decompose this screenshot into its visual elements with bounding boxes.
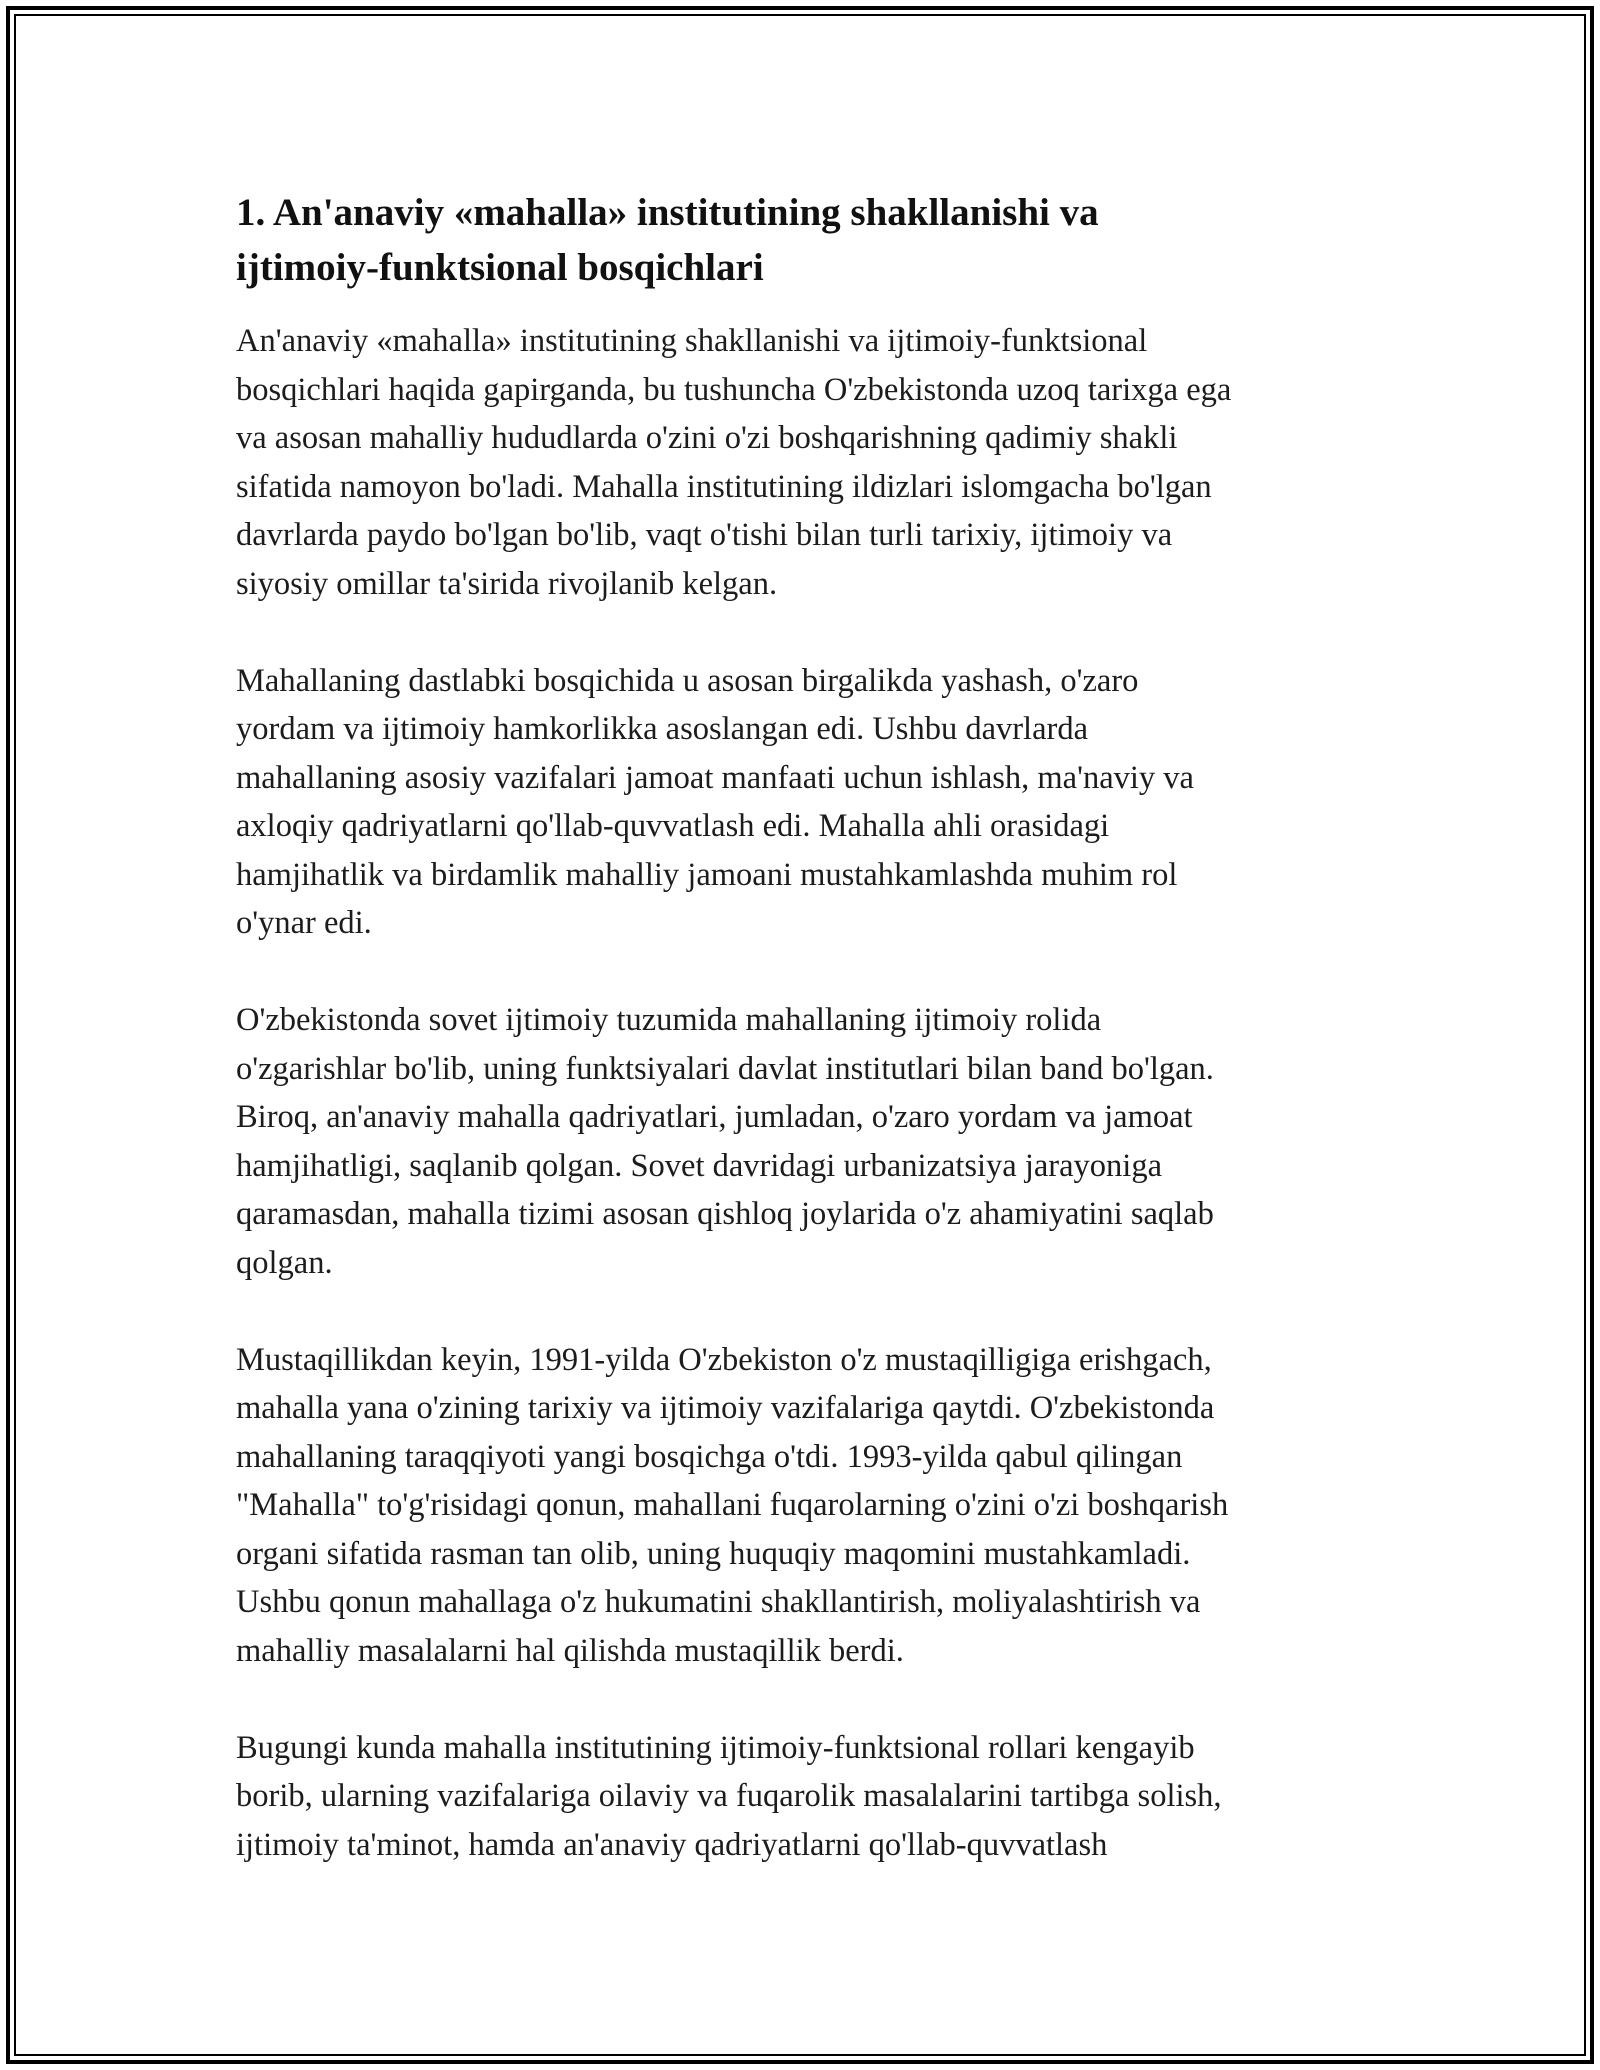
paragraph-line: o'zgarishlar bo'lib, uning funktsiyalari davlat institutlari bilan band bo'lgan.: [236, 1050, 1214, 1087]
paragraph: [236, 657, 1366, 948]
paragraph-line: ijtimoiy ta'minot, hamda an'anaviy qadriyatlarni qo'llab-quvvatlash: [236, 1826, 1108, 1863]
paragraph-line: davrlarda paydo bo'lgan bo'lib, vaqt o'tishi bilan turli tarixiy, ijtimoiy va: [236, 517, 1173, 553]
paragraph-line: Ushbu qonun mahallaga o'z hukumatini shakllantirish, moliyalashtirish va: [236, 1584, 1201, 1620]
paragraph: [236, 1724, 1366, 1870]
section-heading: [236, 185, 1366, 295]
paragraph-line: An'anaviy «mahalla» institutining shakllanishi va ijtimoiy-funktsional: [236, 323, 1148, 359]
paragraph-line: va asosan mahalliy hududlarda o'zini o'zi boshqarishning qadimiy shakli: [236, 420, 1178, 456]
heading-line: 1. An'anaviy «mahalla» institutining shakllanishi va: [236, 191, 1099, 234]
document-body: [236, 185, 1366, 1918]
paragraph-line: bosqichlari haqida gapirganda, bu tushuncha O'zbekistonda uzoq tarixga ega: [236, 371, 1232, 408]
heading-line: ijtimoiy-funktsional bosqichlari: [236, 246, 764, 289]
paragraph-line: qaramasdan, mahalla tizimi asosan qishloq joylarida o'z ahamiyatini saqlab: [236, 1196, 1214, 1232]
paragraph-line: siyosiy omillar ta'sirida rivojlanib kelgan.: [236, 565, 778, 602]
paragraph-line: hamjihatligi, saqlanib qolgan. Sovet davridagi urbanizatsiya jarayoniga: [236, 1147, 1162, 1184]
paragraph-line: yordam va ijtimoiy hamkorlikka asoslangan edi. Ushbu davrlarda: [236, 711, 1089, 747]
paragraph-line: axloqiy qadriyatlarni qo'llab-quvvatlash edi. Mahalla ahli orasidagi: [236, 808, 1110, 844]
paragraph-line: Mustaqillikdan keyin, 1991-yilda O'zbekiston o'z mustaqilligiga erishgach,: [236, 1341, 1212, 1378]
paragraph-line: "Mahalla" to'g'risidagi qonun, mahallani fuqarolarning o'zini o'zi boshqarish: [236, 1487, 1229, 1523]
paragraph-line: O'zbekistonda sovet ijtimoiy tuzumida mahallaning ijtimoiy rolida: [236, 1002, 1102, 1038]
paragraph-line: hamjihatlik va birdamlik mahalliy jamoani mustahkamlashda muhim rol: [236, 856, 1178, 893]
paragraph-line: sifatida namoyon bo'ladi. Mahalla institutining ildizlari islomgacha bo'lgan: [236, 468, 1212, 505]
paragraph-line: organi sifatida rasman tan olib, uning huquqiy maqomini mustahkamladi.: [236, 1535, 1191, 1572]
paragraph-line: Biroq, an'anaviy mahalla qadriyatlari, jumladan, o'zaro yordam va jamoat: [236, 1099, 1193, 1135]
paragraph-line: mahallaning asosiy vazifalari jamoat manfaati uchun ishlash, ma'naviy va: [236, 759, 1194, 796]
paragraph: [236, 317, 1366, 608]
paragraph-line: mahalliy masalalarni hal qilishda mustaqillik berdi.: [236, 1632, 904, 1669]
paragraph-line: Bugungi kunda mahalla institutining ijtimoiy-funktsional rollari kengayib: [236, 1729, 1195, 1766]
paragraph-line: mahalla yana o'zining tarixiy va ijtimoiy vazifalariga qaytdi. O'zbekistonda: [236, 1390, 1215, 1426]
paragraph-line: borib, ularning vazifalariga oilaviy va fuqarolik masalalarini tartibga solish,: [236, 1778, 1222, 1814]
paragraph-line: mahallaning taraqqiyoti yangi bosqichga o'tdi. 1993-yilda qabul qilingan: [236, 1438, 1183, 1475]
paragraph-list: [236, 317, 1366, 1869]
paragraph: [236, 1336, 1366, 1676]
paragraph-line: qolgan.: [236, 1244, 333, 1281]
paragraph-line: o'ynar edi.: [236, 905, 372, 941]
paragraph: [236, 996, 1366, 1287]
paragraph-line: Mahallaning dastlabki bosqichida u asosan birgalikda yashash, o'zaro: [236, 662, 1139, 699]
